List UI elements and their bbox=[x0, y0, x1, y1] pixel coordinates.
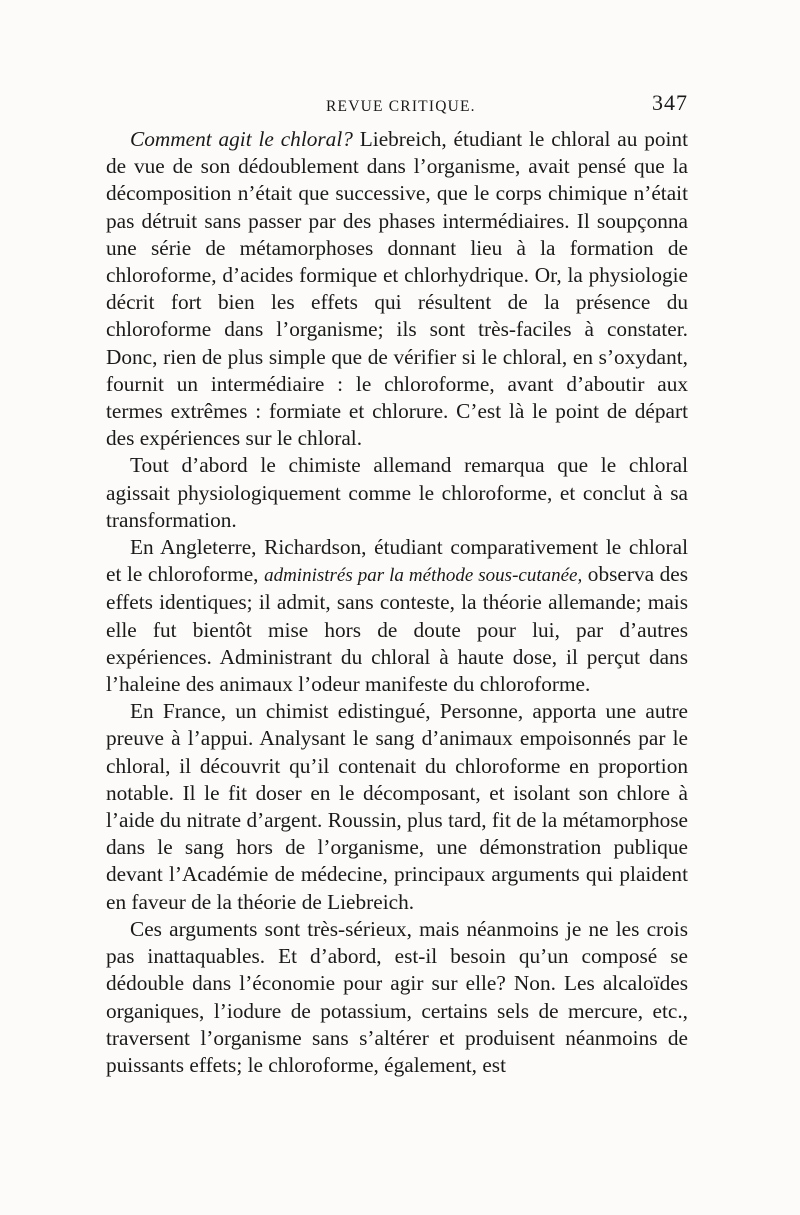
paragraph-text: Tout d’abord le chimiste allemand remarqua que le chloral agissait physiologiquement comme le chloroforme, et conclut à sa transformation. bbox=[106, 453, 688, 532]
paragraph-german-chemist bbox=[106, 452, 688, 534]
paragraph-chloral-action bbox=[106, 126, 688, 452]
paragraph-france-personne bbox=[106, 698, 688, 916]
paragraph-italic-phrase: administrés par la méthode sous-cutanée, bbox=[264, 565, 583, 587]
paragraph-text: En Angleterre, Richardson, étudiant comparativement le chloral et le chloroforme, bbox=[106, 535, 688, 587]
paragraph-text: Ces arguments sont très-sérieux, mais néanmoins je ne les crois pas inattaquables. Et d’abord, est-il besoin qu’un composé se dédouble dans l’économie pour agir sur elle? Non. Les alcaloïdes organiques, l’iodure de potassium, certains sels de mercure, etc., traversent l’organisme sans s’altérer et produisent néanmoins de puissants effets; le chloroforme, également, est bbox=[106, 916, 688, 1077]
paragraph-arguments bbox=[106, 916, 688, 1079]
running-title: REVUE CRITIQUE. bbox=[326, 98, 476, 115]
page-number: 347 bbox=[652, 90, 688, 115]
page-header bbox=[108, 90, 688, 120]
paragraph-text: En France, un chimist edistingué, Personne, apporta une autre preuve à l’appui. Analysant le sang d’animaux empoisonnés par le chloral, il découvrit qu’il contenait du chloroforme en proportion notable. Il le fit doser en le décomposant, et isolant son chlore à l’aide du nitrate d’argent. Roussin, plus tard, fit de la métamorphose dans le sang hors de l’organisme, une démonstration publique devant l’Académie de médecine, principaux arguments qui plaident en faveur de la théorie de Liebreich. bbox=[106, 699, 688, 914]
paragraph-text: observa des effets identiques; il admit, sans conteste, la théorie allemande; mais elle fut bientôt mise hors de doute pour lui, par d’autres expériences. Administrant du chloral à haute dose, il perçut dans l’haleine des animaux l’odeur manifeste du chloroforme. bbox=[106, 562, 689, 697]
paragraph-text: Liebreich, étudiant le chloral au point de vue de son dédoublement dans l’organisme, avait pensé que la décomposition n’était que successive, que le corps chimique n’était pas détruit sans passer par des phases intermédiaires. Il soupçonna une série de métamorphoses donnant lieu à la formation de chloroforme, d’acides formique et chlorhydrique. Or, la physiologie décrit fort bien les effets qui résultent de la présence du chloroforme dans l’organisme; ils sont très-faciles à constater. Donc, rien de plus simple que de vérifier si le chloral, en s’oxydant, fournit un intermédiaire : le chloroforme, avant d’aboutir aux termes extrêmes : formiate et chlorure. C’est là le point de départ des expériences sur le chloral. bbox=[106, 127, 688, 451]
paragraph-england-richardson bbox=[106, 534, 688, 698]
paragraph-lead-question: Comment agit le chloral? bbox=[130, 127, 353, 151]
body-text bbox=[106, 126, 688, 1079]
